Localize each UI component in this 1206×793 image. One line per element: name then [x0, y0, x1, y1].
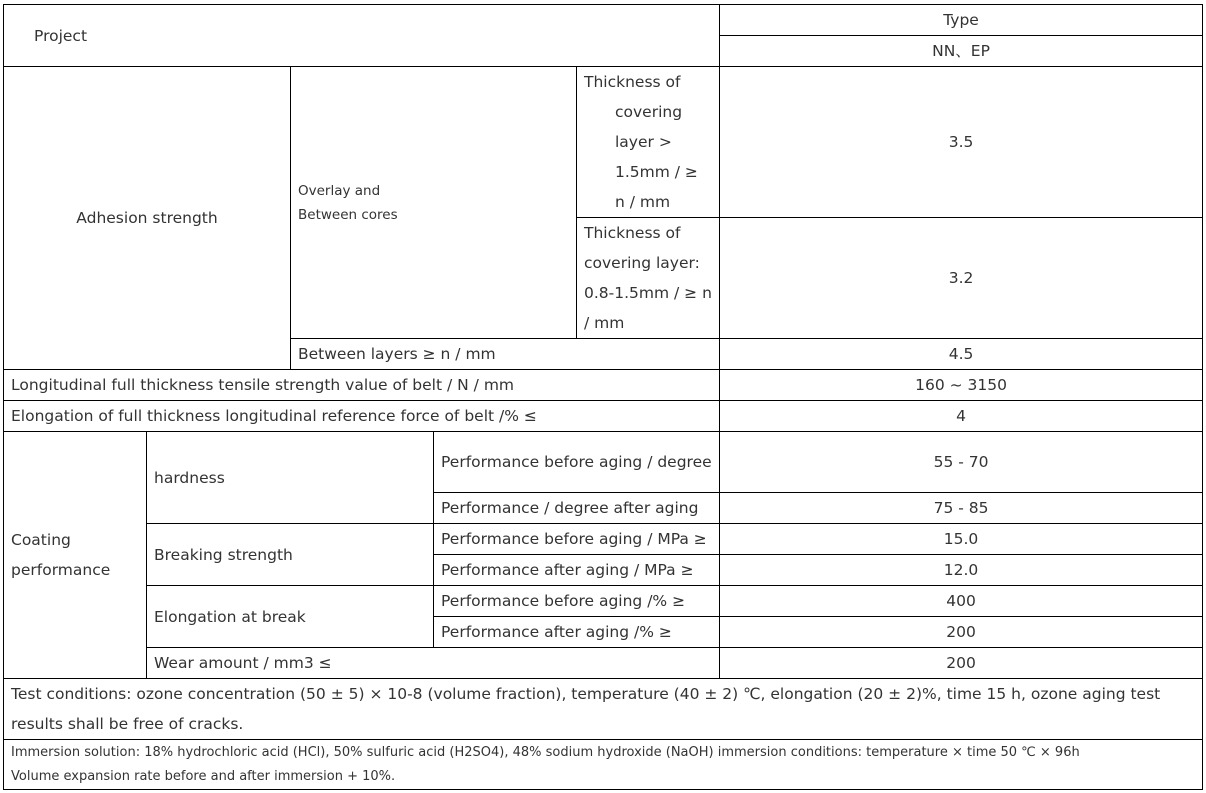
elongation-at-break-label: Elongation at break — [147, 586, 434, 648]
spec-table — [3, 4, 1203, 790]
elongation-before-label: Performance before aging /% ≥ — [434, 586, 720, 617]
between-layers-label: Between layers ≥ n / mm — [291, 339, 720, 370]
type-value: NN、EP — [720, 36, 1203, 67]
immersion-line-2: Volume expansion rate before and after immersion + 10%. — [11, 768, 396, 784]
tensile-strength-value: 160 ~ 3150 — [720, 370, 1203, 401]
elongation-reference-label: Elongation of full thickness longitudinal reference force of belt /% ≤ — [4, 401, 720, 432]
elongation-after-value: 200 — [720, 617, 1203, 648]
breaking-strength-label: Breaking strength — [147, 524, 434, 586]
wear-amount-value: 200 — [720, 648, 1203, 679]
overlay-line-1: Overlay and — [298, 182, 381, 199]
elongation-before-value: 400 — [720, 586, 1203, 617]
breaking-after-label: Performance after aging / MPa ≥ — [434, 555, 720, 586]
spec-table-container — [3, 4, 1203, 790]
hardness-after-value: 75 - 85 — [720, 493, 1203, 524]
elongation-reference-value: 4 — [720, 401, 1203, 432]
breaking-before-value: 15.0 — [720, 524, 1203, 555]
wear-amount-label: Wear amount / mm3 ≤ — [147, 648, 720, 679]
between-layers-value: 4.5 — [720, 339, 1203, 370]
overlay-between-cores-label — [291, 67, 577, 339]
adhesion-value-thick: 3.5 — [720, 67, 1203, 218]
adhesion-value-thin: 3.2 — [720, 218, 1203, 339]
adhesion-condition-thin: Thickness of covering layer: 0.8-1.5mm / ≥ n / mm — [577, 218, 720, 339]
immersion-note — [4, 740, 1203, 790]
breaking-after-value: 12.0 — [720, 555, 1203, 586]
overlay-line-2: Between cores — [298, 206, 398, 223]
test-conditions-note: Test conditions: ozone concentration (50 ± 5) × 10-8 (volume fraction), temperature (40 ± 2) ℃, elongation (20 ± 2)%, time 15 h, ozone aging test results shall be free of cracks. — [4, 679, 1203, 740]
type-header: Type — [720, 5, 1203, 36]
coating-performance-label: Coating performance — [4, 432, 147, 679]
hardness-before-label: Performance before aging / degree — [434, 432, 720, 493]
adhesion-condition-thick: Thickness of covering layer > 1.5mm / ≥ n / mm — [577, 67, 720, 218]
hardness-label: hardness — [147, 432, 434, 524]
adhesion-strength-label: Adhesion strength — [4, 67, 291, 370]
tensile-strength-label: Longitudinal full thickness tensile strength value of belt / N / mm — [4, 370, 720, 401]
immersion-line-1: Immersion solution: 18% hydrochloric acid (HCl), 50% sulfuric acid (H2SO4), 48% sodium hydroxide (NaOH) immersion conditions: temperature × time 50 ℃ × 96h — [11, 744, 1080, 760]
hardness-after-label: Performance / degree after aging — [434, 493, 720, 524]
project-header: Project — [4, 5, 720, 67]
breaking-before-label: Performance before aging / MPa ≥ — [434, 524, 720, 555]
elongation-after-label: Performance after aging /% ≥ — [434, 617, 720, 648]
hardness-before-value: 55 - 70 — [720, 432, 1203, 493]
